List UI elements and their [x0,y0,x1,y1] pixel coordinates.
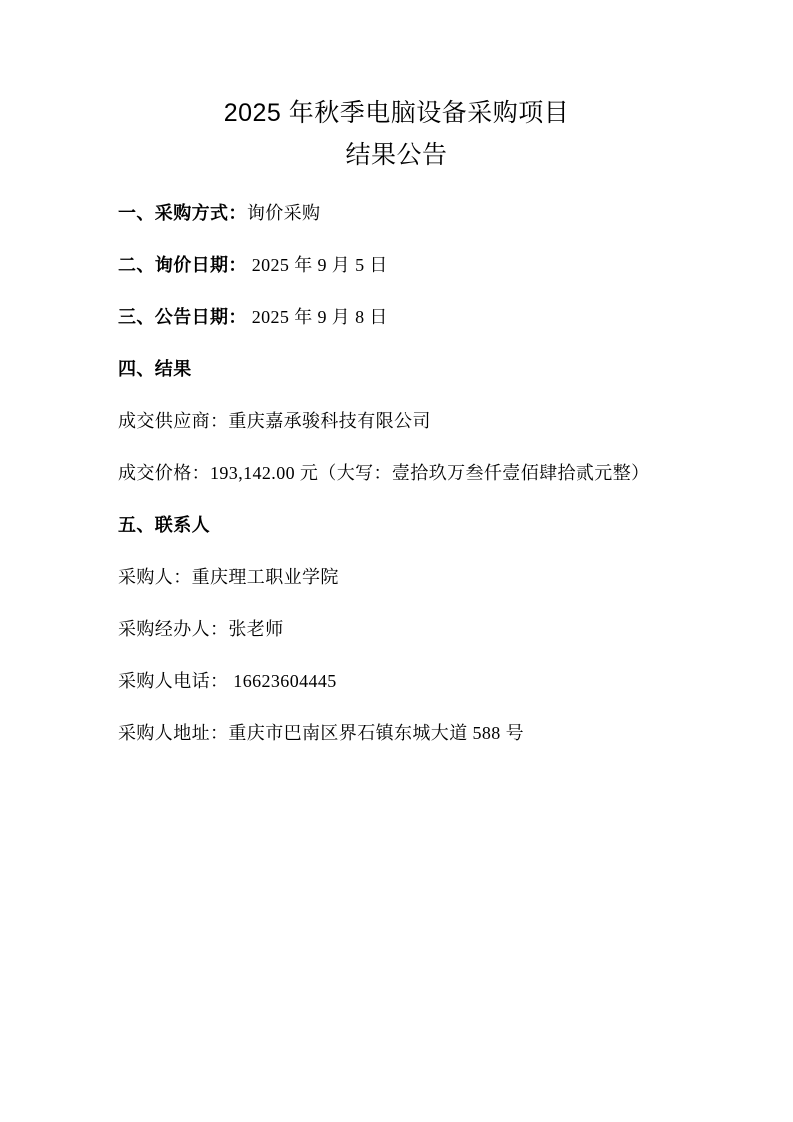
document-title-line-2: 结果公告 [345,141,448,169]
section-procurement-method-value: 询价采购 [246,203,321,223]
purchaser: 采购人：重庆理工职业学院 [118,567,339,587]
purchaser-agent: 采购经办人：张老师 [118,619,284,639]
section-contact-heading: 五、联系人 [118,515,210,535]
purchaser-address: 采购人地址：重庆市巴南区界石镇东城大道 588 号 [118,723,524,743]
section-inquiry-date-value: 2025 年 9 月 5 日 [246,255,388,275]
section-announcement-date-value: 2025 年 9 月 8 日 [246,307,388,327]
section-procurement-method [118,198,675,228]
section-procurement-method-label: 一、采购方式： [118,203,247,223]
document-body [118,198,675,748]
winning-supplier: 成交供应商：重庆嘉承骏科技有限公司 [118,411,431,431]
document-title-line-1: 2025 年秋季电脑设备采购项目 [223,99,570,127]
section-result-heading: 四、结果 [118,359,192,379]
section-announcement-date-label: 三、公告日期： [118,307,247,327]
purchaser-phone: 采购人电话： 16623604445 [118,671,337,691]
section-inquiry-date-label: 二、询价日期： [118,255,247,275]
winning-price: 成交价格：193,142.00 元（大写：壹拾玖万叁仟壹佰肆拾贰元整） [118,463,650,483]
document-title [118,0,675,176]
section-inquiry-date [118,250,675,280]
section-announcement-date [118,302,675,332]
